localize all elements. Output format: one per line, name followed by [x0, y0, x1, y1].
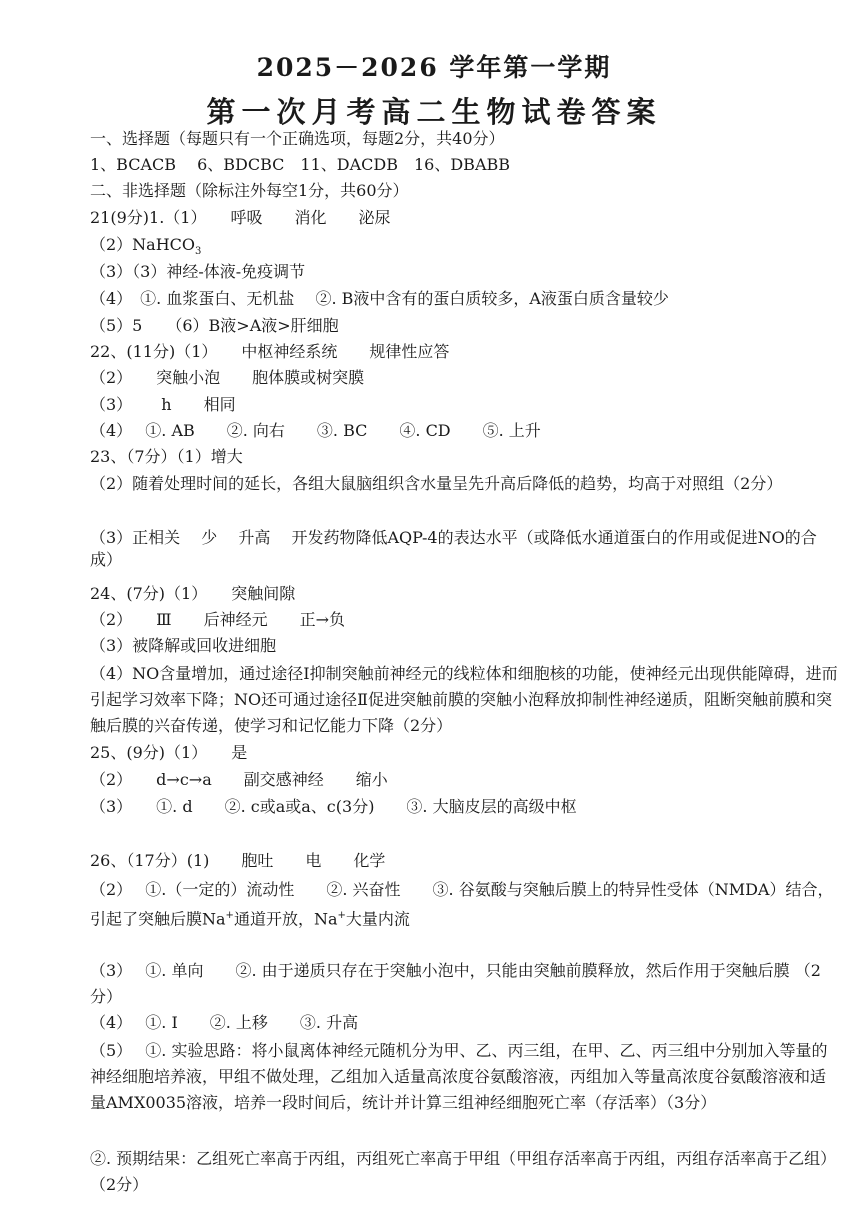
q25-part3: （3） ①. d ②. c或a或a、c(3分) ③. 大脑皮层的高级中枢 — [90, 797, 577, 816]
q21-part4: （4） ①. 血浆蛋白、无机盐 ②. B液中含有的蛋白质较多，A液蛋白质含量较少 — [90, 289, 669, 308]
q23-part2: （2）随着处理时间的延长，各组大鼠脑组织含水量呈先升高后降低的趋势，均高于对照组（2分） — [90, 474, 783, 493]
q25-part2: （2） d→c→a 副交感神经 缩小 — [90, 770, 388, 789]
section1-answers: 1、BCACB 6、BDCBC 11、DACDB 16、DBABB — [90, 155, 511, 174]
q21-part2-text: （2）NaHCO — [90, 235, 196, 254]
document-title-line2: 第一次月考高二生物试卷答案 — [206, 95, 662, 129]
q25-part1: 25、(9分)（1） 是 — [90, 743, 248, 762]
q26-part2-sup2: + — [337, 910, 346, 921]
q26-part2-text-b: 通道开放，Na — [233, 909, 338, 929]
q22-part4: （4） ①. AB ②. 向右 ③. BC ④. CD ⑤. 上升 — [90, 421, 541, 440]
q26-part2 — [90, 877, 840, 932]
q22-part3: （3） h 相同 — [90, 395, 236, 414]
q24-part4: （4）NO含量增加，通过途径Ⅰ抑制突触前神经元的线粒体和细胞核的功能，使神经元出现供能障碍，进而引起学习效率下降；NO还可通过途径Ⅱ促进突触前膜的突触小泡释放抑制性神经递质，阻断突触前膜和突触后膜的兴奋传递，使学习和记忆能力下降（2分） — [90, 664, 838, 735]
section2-heading: 二、非选择题（除标注外每空1分，共60分） — [90, 181, 409, 200]
q22-part1: 22、(11分)（1） 中枢神经系统 规律性应答 — [90, 342, 450, 361]
q23-part1: 23、（7分）（1）增大 — [90, 447, 243, 466]
q26-part1: 26、（17分）(1) 胞吐 电 化学 — [90, 851, 386, 870]
q21-part2-subscript: 3 — [195, 246, 202, 258]
document-title-line1: 2025－2026 学年第一学期 — [256, 53, 612, 82]
q21-part2 — [90, 234, 840, 263]
q21-part5: （5）5 （6）B液>A液>肝细胞 — [90, 316, 339, 335]
q26-part2-text-a: （2） ①.（一定的）流动性 ②. 兴奋性 ③. 谷氨酸与突触后膜上的特异性受体（NMDA）结合，引起了突触后膜Na — [90, 880, 834, 929]
q26-part2-text-c: 大量内流 — [345, 909, 410, 929]
q22-part2: （2） 突触小泡 胞体膜或树突膜 — [90, 368, 365, 387]
q21-part1: 21(9分)1.（1） 呼吸 消化 泌尿 — [90, 208, 391, 227]
q26-part5: （5） ①. 实验思路：将小鼠离体神经元随机分为甲、乙、丙三组，在甲、乙、丙三组中分别加入等量的神经细胞培养液，甲组不做处理，乙组加入适量高浓度谷氨酸溶液，丙组加入等量高浓度谷氨酸溶液和适量AMX0035溶液，培养一段时间后，统计并计算三组神经细胞死亡率（存活率）（3分） — [90, 1041, 828, 1112]
q26-part4: （4） ①. Ⅰ ②. 上移 ③. 升高 — [90, 1013, 359, 1032]
q24-part3: （3）被降解或回收进细胞 — [90, 636, 277, 655]
q26-part2-sup1: + — [225, 910, 234, 921]
section1-heading: 一、选择题（每题只有一个正确选项，每题2分，共40分） — [90, 129, 505, 148]
q24-part2: （2） Ⅲ 后神经元 正→负 — [90, 610, 346, 629]
q26-part3: （3） ①. 单向 ②. 由于递质只存在于突触小泡中，只能由突触前膜释放，然后作用于突触后膜 （2分） — [90, 961, 821, 1006]
q23-part3: （3）正相关 少 升高 开发药物降低AQP-4的表达水平（或降低水通道蛋白的作用或促进NO的合成） — [90, 528, 817, 569]
q24-part1: 24、(7分)（1） 突触间隙 — [90, 584, 296, 603]
q26-part6: ②. 预期结果：乙组死亡率高于丙组，丙组死亡率高于甲组（甲组存活率高于丙组，丙组存活率高于乙组）（2分） — [90, 1149, 837, 1194]
q21-part3: （3）（3）神经-体液-免疫调节 — [90, 262, 306, 281]
